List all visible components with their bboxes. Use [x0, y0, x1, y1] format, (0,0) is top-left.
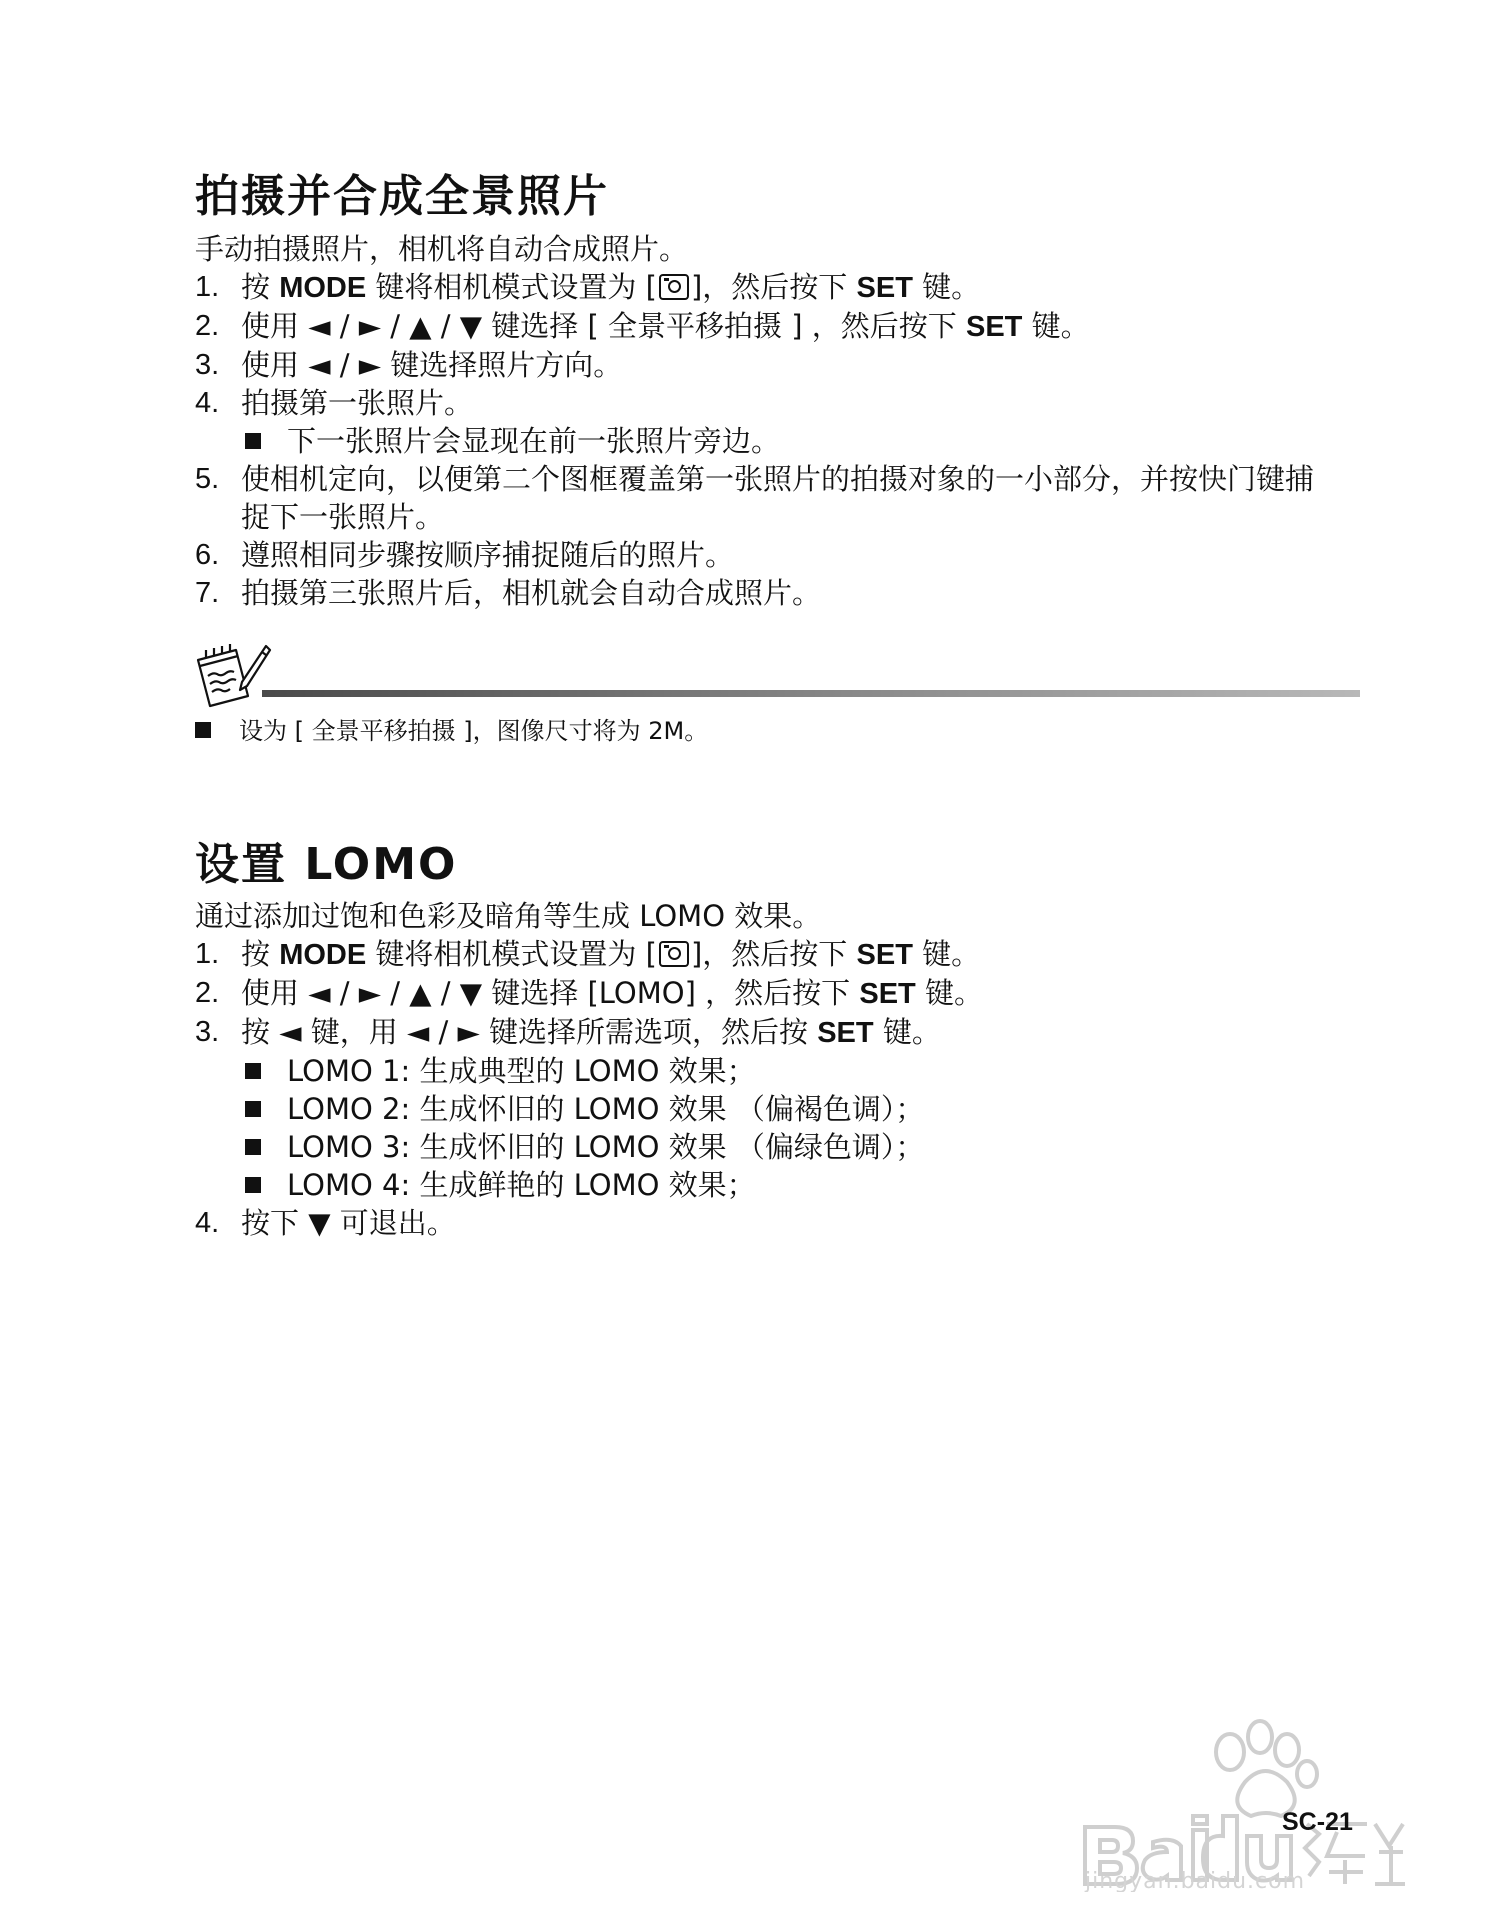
lomo-intro: 通过添加过饱和色彩及暗角等生成 LOMO 效果。 [195, 899, 822, 933]
page-number: SC-21 [1282, 1808, 1353, 1836]
bullet-square-icon [245, 1139, 261, 1155]
lomo-steps [195, 935, 1375, 1242]
bullet-square-icon [245, 1063, 261, 1079]
baidu-jingyan-watermark [1075, 1712, 1425, 1892]
lomo-step-1: 1. 按 MODE 键将相机模式设置为 [ ]，然后按下 SET 键。 [195, 937, 981, 971]
lomo-step-3: 3. 按 ◄ 键，用 ◄ / ► 键选择所需选项，然后按 SET 键。 LOMO 1: 生成典型的 LOMO 效果； LOMO 2: 生成怀旧的 LOMO 效果 （偏褐色调）； LOMO 3: 生成怀旧的 LOMO 效果 （偏绿色调）； LOMO 4: 生成鲜艳的 LOMO 效果； [195, 1013, 1375, 1204]
camera-mode-icon [659, 941, 689, 967]
lomo-option: LOMO 1: 生成典型的 LOMO 效果； [195, 1052, 1375, 1090]
lomo-option: LOMO 4: 生成鲜艳的 LOMO 效果； [195, 1166, 1375, 1204]
bullet-square-icon [195, 722, 211, 738]
note-pad-pencil-icon [192, 640, 272, 715]
panorama-step-6: 6. 遵照相同步骤按顺序捕捉随后的照片。 [195, 538, 735, 572]
panorama-steps [195, 268, 1375, 612]
panorama-step-4: 4. 拍摄第一张照片。 下一张照片会显现在前一张照片旁边。 [195, 384, 1375, 460]
bullet-square-icon [245, 433, 261, 449]
lomo-option: LOMO 3: 生成怀旧的 LOMO 效果 （偏绿色调）； [195, 1128, 1375, 1166]
bullet-square-icon [245, 1177, 261, 1193]
camera-mode-icon [659, 274, 689, 300]
panorama-intro: 手动拍摄照片，相机将自动合成照片。 [195, 232, 689, 266]
panorama-step-1: 1. 按 MODE 键将相机模式设置为 [ ]，然后按下 SET 键。 [195, 270, 981, 304]
lomo-title: 设置 LOMO [195, 839, 458, 890]
lomo-step-2: 2. 使用 ◄ / ► / ▲ / ▼ 键选择 [LOMO] ，然后按下 SET 键。 [195, 976, 983, 1010]
note-divider [262, 690, 1360, 697]
lomo-step-4: 4. 按下 ▼ 可退出。 [195, 1206, 456, 1240]
svg-text:jingyan.baidu.com: jingyan.baidu.com [1085, 1869, 1306, 1892]
panorama-step-2: 2. 使用 ◄ / ► / ▲ / ▼ 键选择 [ 全景平移拍摄 ] ，然后按下 SET 键。 [195, 309, 1090, 343]
panorama-step-3: 3. 使用 ◄ / ► 键选择照片方向。 [195, 348, 623, 382]
panorama-title: 拍摄并合成全景照片 [195, 171, 609, 222]
panorama-step-4-bullet: 下一张照片会显现在前一张照片旁边。 [195, 422, 1375, 460]
panorama-note: 设为 [ 全景平移拍摄 ]，图像尺寸将为 2M。 [195, 714, 708, 748]
bullet-square-icon [245, 1101, 261, 1117]
panorama-step-7: 7. 拍摄第三张照片后，相机就会自动合成照片。 [195, 576, 822, 610]
lomo-option: LOMO 2: 生成怀旧的 LOMO 效果 （偏褐色调）； [195, 1090, 1375, 1128]
panorama-step-5: 5. 使相机定向，以便第二个图框覆盖第一张照片的拍摄对象的一小部分，并按快门键捕 捉下一张照片。 [195, 462, 1315, 534]
